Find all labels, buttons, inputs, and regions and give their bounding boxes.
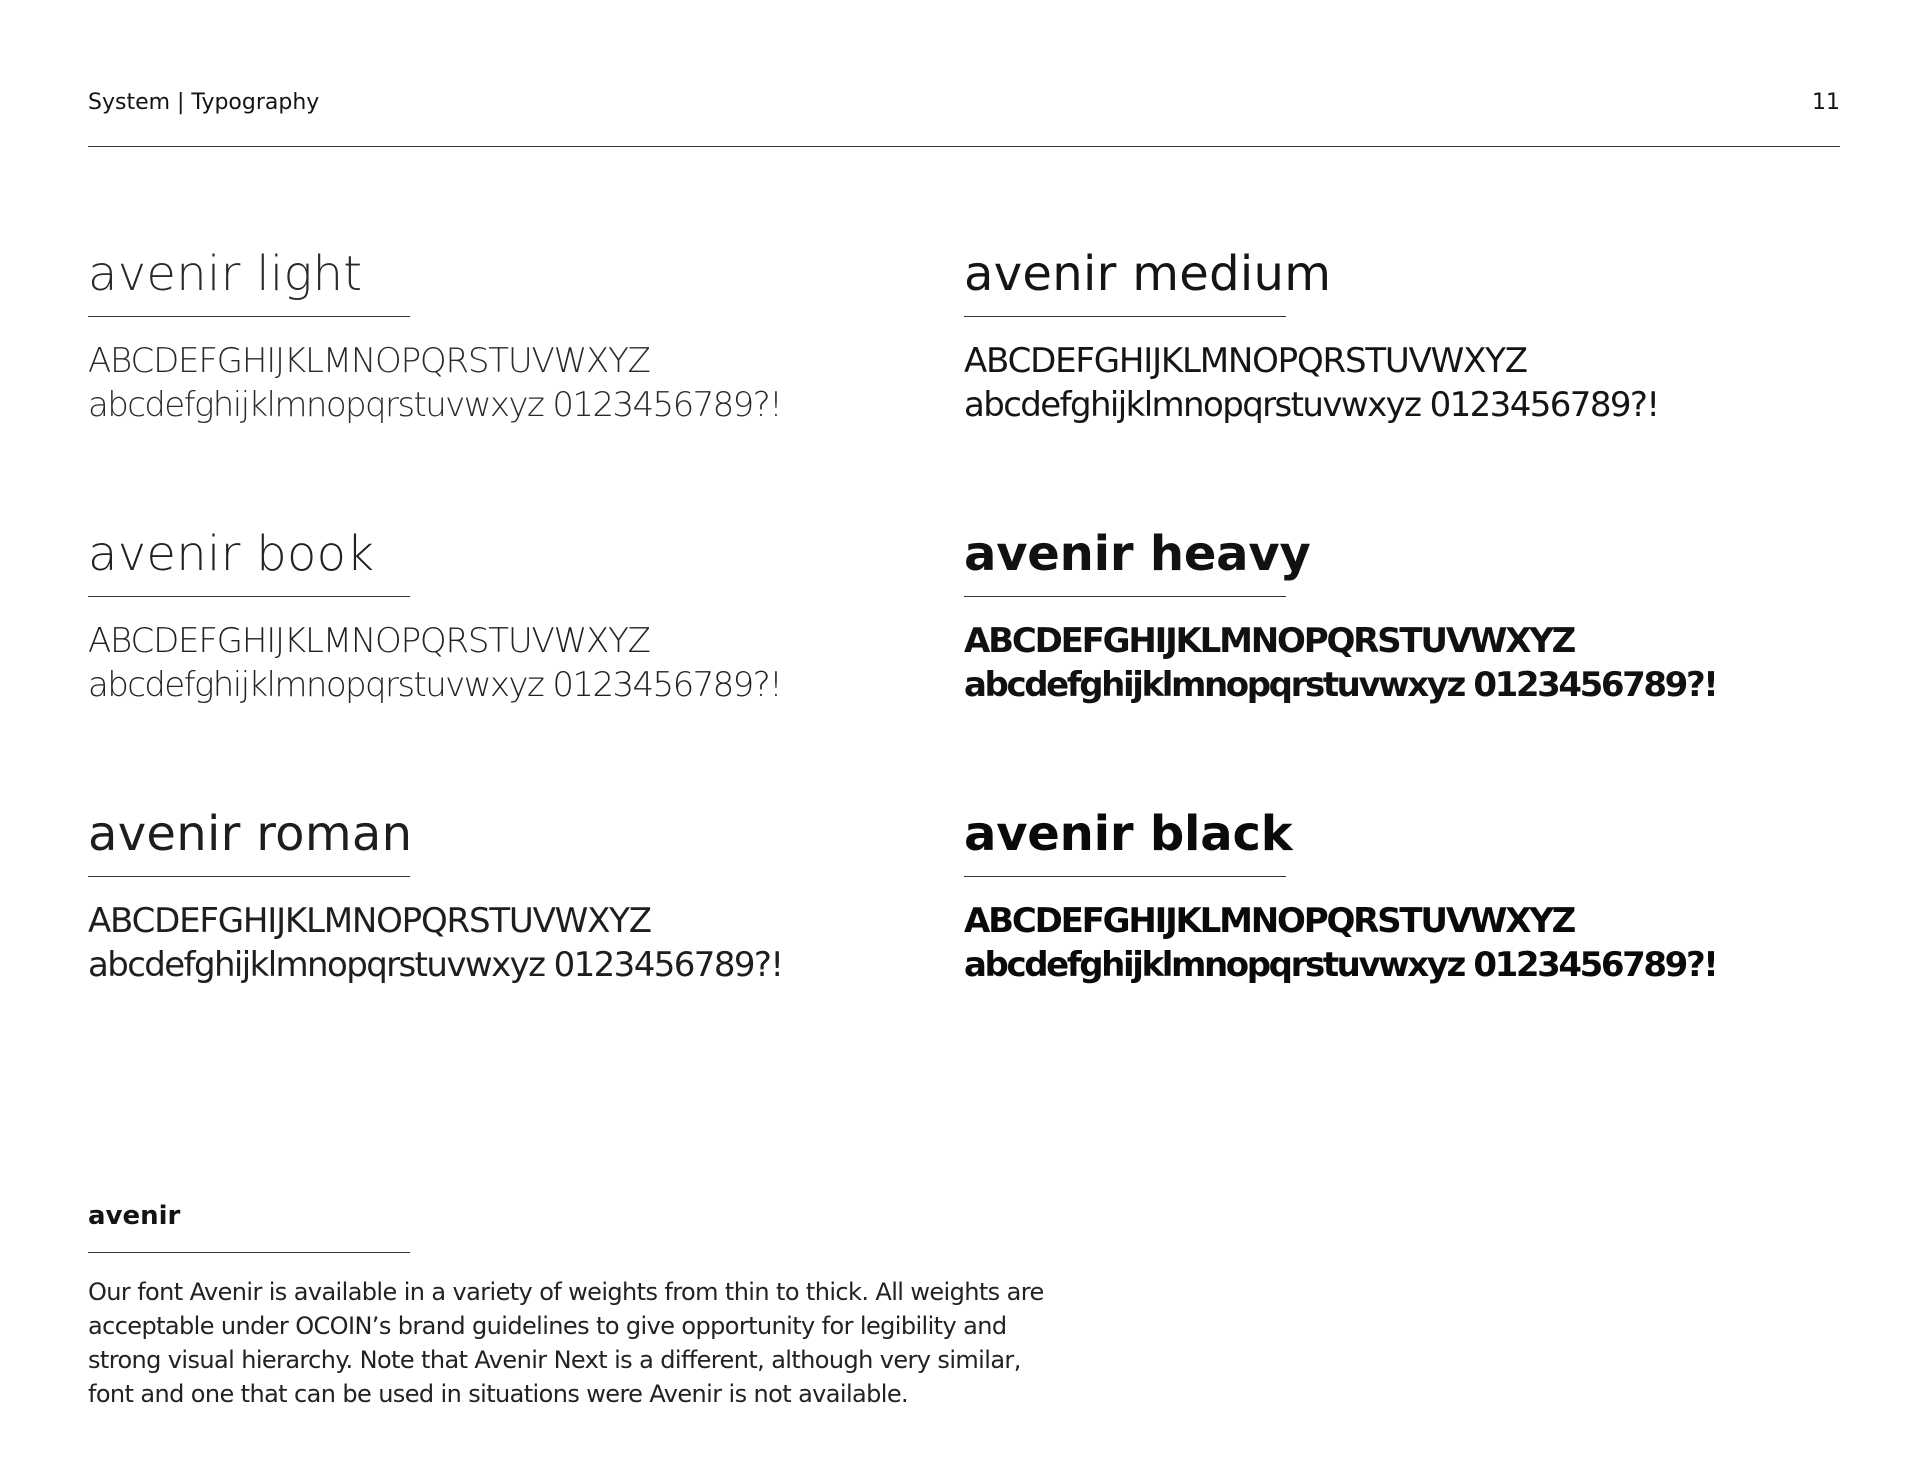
specimen-avenir-heavy (964, 524, 1764, 707)
specimen-avenir-book (88, 524, 888, 707)
specimen-name: avenir book (88, 526, 375, 582)
specimen-uppercase: ABCDEFGHIJKLMNOPQRSTUVWXYZ (964, 621, 1575, 661)
specimen-name: avenir medium (964, 246, 1332, 302)
specimen-divider (964, 876, 1286, 877)
specimen-divider (88, 316, 410, 317)
description-line: font and one that can be used in situations were Avenir is not available. (88, 1380, 909, 1408)
specimen-divider (88, 876, 410, 877)
specimen-name: avenir light (88, 246, 363, 302)
section-title: System | Typography (88, 90, 320, 115)
specimen-divider (88, 596, 410, 597)
description-body (88, 1275, 1088, 1411)
specimen-uppercase: ABCDEFGHIJKLMNOPQRSTUVWXYZ (88, 901, 651, 941)
specimen-uppercase: ABCDEFGHIJKLMNOPQRSTUVWXYZ (88, 621, 650, 661)
specimen-name: avenir black (964, 806, 1293, 862)
specimen-avenir-black (964, 804, 1764, 987)
specimen-name: avenir roman (88, 806, 413, 862)
specimen-divider (964, 316, 1286, 317)
page-number: 11 (1812, 90, 1840, 115)
specimen-lowercase: abcdefghijklmnopqrstuvwxyz 0123456789?! (88, 385, 782, 425)
specimen-uppercase: ABCDEFGHIJKLMNOPQRSTUVWXYZ (964, 901, 1575, 941)
page-header (88, 86, 1840, 147)
specimen-uppercase: ABCDEFGHIJKLMNOPQRSTUVWXYZ (88, 341, 650, 381)
specimen-lowercase: abcdefghijklmnopqrstuvwxyz 0123456789?! (88, 945, 783, 985)
specimen-name: avenir heavy (964, 526, 1311, 582)
specimen-uppercase: ABCDEFGHIJKLMNOPQRSTUVWXYZ (964, 341, 1527, 381)
specimen-lowercase: abcdefghijklmnopqrstuvwxyz 0123456789?! (964, 385, 1659, 425)
description-title: avenir (88, 1201, 181, 1231)
description-line: strong visual hierarchy. Note that Avenir Next is a different, although very similar, (88, 1346, 1021, 1374)
description-line: Our font Avenir is available in a variety of weights from thin to thick. All weights are (88, 1278, 1044, 1306)
specimen-lowercase: abcdefghijklmnopqrstuvwxyz 0123456789?! (964, 945, 1717, 985)
description-line: acceptable under OCOIN’s brand guidelines to give opportunity for legibility and (88, 1312, 1007, 1340)
specimen-avenir-light (88, 244, 888, 427)
specimen-avenir-medium (964, 244, 1764, 427)
specimen-avenir-roman (88, 804, 888, 987)
specimen-lowercase: abcdefghijklmnopqrstuvwxyz 0123456789?! (964, 665, 1717, 705)
description-divider (88, 1252, 410, 1253)
font-description (88, 1200, 1088, 1411)
specimen-lowercase: abcdefghijklmnopqrstuvwxyz 0123456789?! (88, 665, 782, 705)
specimen-divider (964, 596, 1286, 597)
